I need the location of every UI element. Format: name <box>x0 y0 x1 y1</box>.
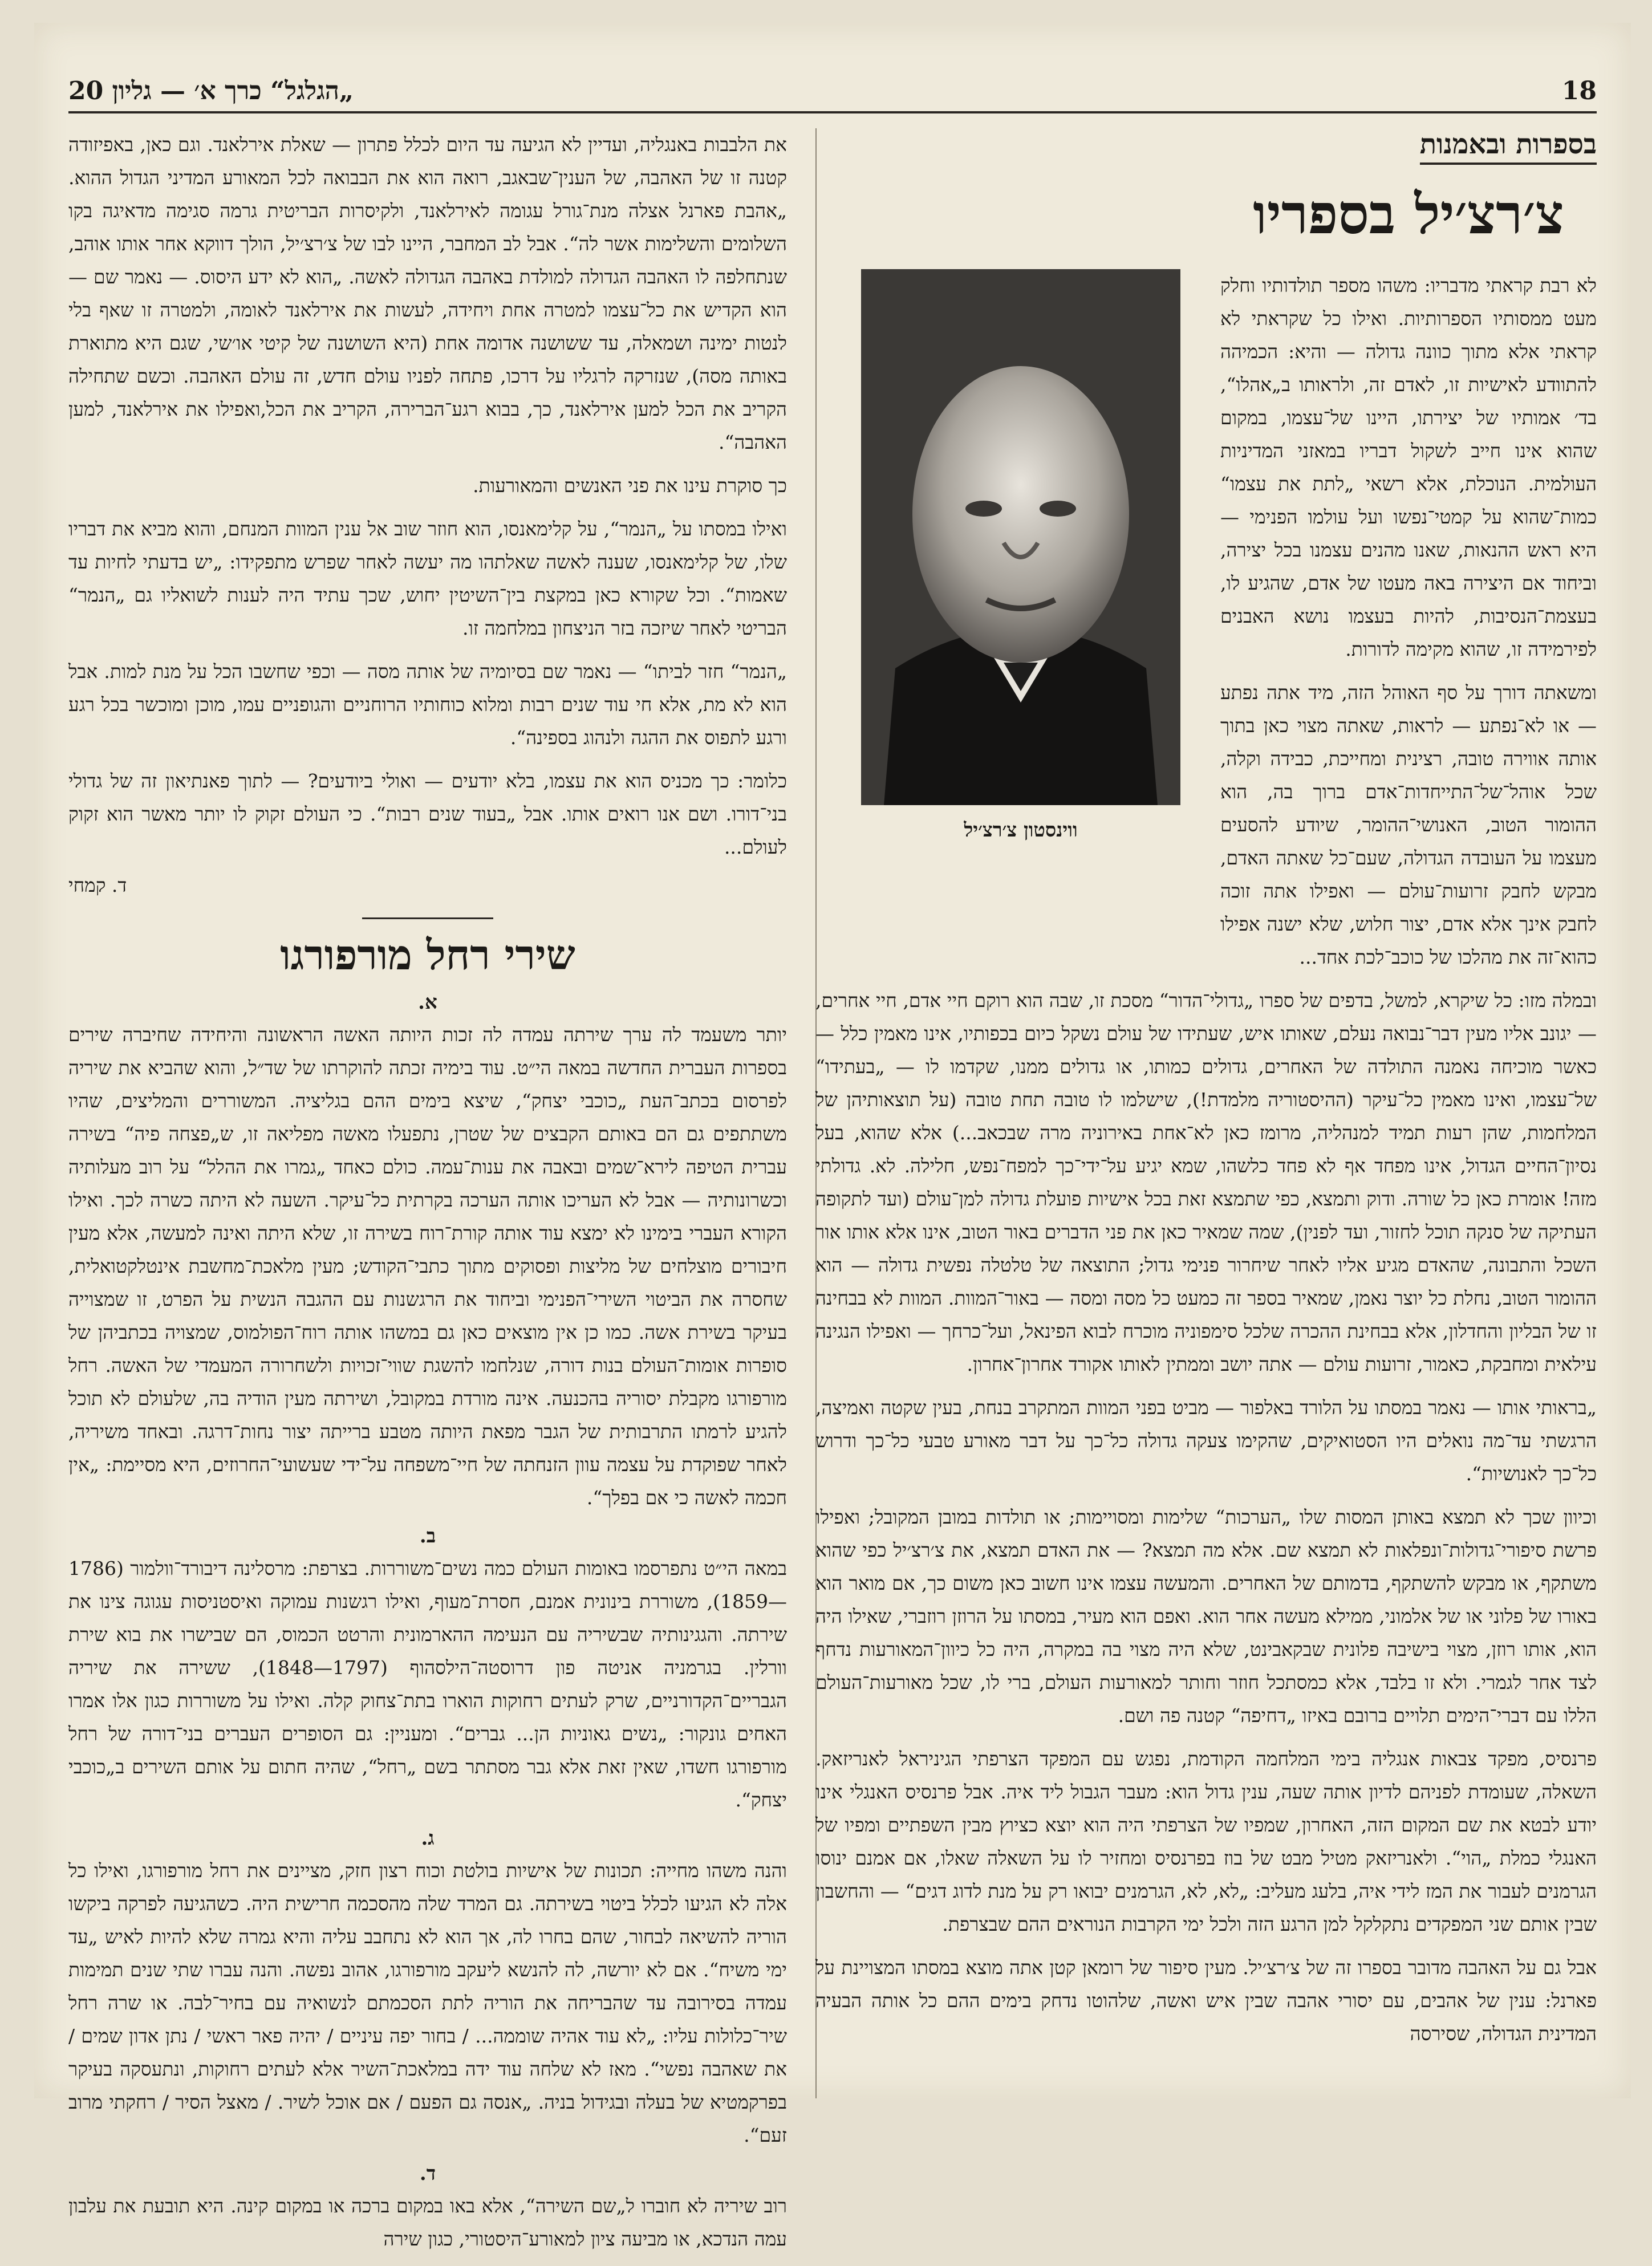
section-label: א. <box>418 991 437 1014</box>
signature-line <box>68 874 787 897</box>
intro-paragraph: לא רבת קראתי מדבריו: משהו מספר תולדותיו וחלק מעט ממסותיו הספרותיות. ואילו כל שקראתי לא קראתי אלא מתוך כוונה גדולה — והיא: הכמיהה להתוודע לאישיות זו, לאדם זה, ולראותו ב„אהלו“, בד׳ אמותיו של יצירתו, היינו של־עצמו, במקום שהוא אינו חייב לשקול דבריו במאזני המדיניות העולמית. הנוכלת, אלא רשאי „לתת את עצמו“ כמות־שהוא על קמטי־נפשו ועל עולמו הפנימי — היא ראש ההנאות, שאנו מהנים עצמנו בכל יצירה, וביחוד אם היצירה באה מעטו של אדם, שהגיע לו, בעצמת־הנסיבות, להיות בעצמו נושא האבנים לפירמידה זו, שהוא מקימה לדורות. <box>1220 274 1597 660</box>
portrait-figure <box>844 269 1198 984</box>
section-label: ב. <box>419 1525 436 1548</box>
right-column <box>815 128 1597 2061</box>
article-title: צ׳רצ׳יל בספריו <box>1253 182 1564 246</box>
continued-paragraph: „הנמר“ חזר לביתו“ — נאמר שם בסיומיה של אותה מסה — וכפי שחשבו הכל על מנת למות. אבל הוא לא מת, אלא חי עוד שנים רבות ומלוא כוחותיו הרוחניים והגופניים עמו, מוכן ומוכשר בכל רגע ורגע לתפוס את ההגה ולנהוג בספינה“. <box>68 660 787 749</box>
body-paragraph: פרנסיס, מפקד צבאות אנגליה בימי המלחמה הקודמת, נפגש עם המפקד הצרפתי הגיניראל לאנריזאק. השאלה, שעומדת לפניהם לדיון אותה שעה, ענין גדול הוא: מעבר הגבול ליד איה. אבל פרנסיס האנגלי אינו יודע לבטא את שם המקום הזה, האחרון, שמפיו של הצרפתי היה הוא יוצא כציוץ מבין השפתיים ומפיו של האנגלי כמלת „הוי“. ולאנריזאק מטיל מבט של בוז בפרנסיס ומחזיר לו על השאלה שאלו, אם אמנם ינוסו הגרמנים לעבור את המז לידי איה, בלעג מעליב: „לא, לא, הגרמנים יבואו רק על מנת לדוג דגים“ — והחשבון שבין אותם שני המפקדים נתקלקל למן הרגע הזה ולכל ימי הקרבות הנוראים ההם שבצרפת. <box>815 1748 1597 1935</box>
section-paragraph: והנה משהו מחייה: תכונות של אישיות בולטת וכוח רצון חזק, מציינים את רחל מורפורגו, ואילו כל אלה לא הגיעו לכלל ביטוי בשירתה. גם המרד שלה מהסכמה חרישית היה. כשהגיעה לפרקה ביקשו הוריה להשיאה לבחור, שהם בחרו לה, אך הוא לא נתחבב עליה והיא גמרה שלא להיות לאיש „עד ימי משיח“. אם לא יורשה, לה להנשא ליעקב מורפורגו, אהוב נפשה. והנה עברו שתי שנים תמימות עמדה בסירובה עד שהבריחה את הוריה לתת הסכמתם לנשואיה עם בחיר־לבה. או שרה רחל שיר־כלולות עליו: „לא עוד אהיה שוממה... / בחור יפה עיניים / יהיה פאר ראשי / נתן אדון שמים / את שאהבה נפשי“. מאז לא שלחה עוד ידה במלאכת־השיר אלא לעתים רחוקות, ונתעסקה בעיקר בפרקמטיא של בעלה ובגידול בניה. „אנסה גם הפעם / אם אוכל לשיר. / מאצל הסיר / רחקתי מרוב זעם“. <box>68 1859 788 2146</box>
intro-block <box>815 269 1597 984</box>
section-paragraph: רוב שיריה לא חוברו ל„שם השירה“, אלא באו במקום ברכה או במקום קינה. היא תובעת את עלבון עמה הנדכא, או מביעה ציון למאורע־היסטורי, כגון שירה <box>68 2195 787 2250</box>
section-label: ד. <box>419 2162 436 2185</box>
publication-line: „הגלגל“ כרך א׳ — גליון 20 <box>68 76 354 105</box>
section-paragraph: יותר משעמד לה ערך שירתה עמדה לה זכות היותה האשה הראשונה והיחידה שחיברה שירים בספרות העברית החדשה במאה הי״ט. עוד בימיה זכתה להוקרתו של שד״ל, והוא שהביא את שיריה לפרסום בכתב־העת „כוכבי יצחק“, שיצא בימים ההם בגליציה. המשוררים והמליצים, שהיו משתתפים גם הם באותם הקבצים של שטרן, נתפעלו מאשה מפליאה זו, ש„פצחה פיה“ בשירה עברית הטיפה לירא־שמים ובאבה את ענות־עמה. כולם כאחד „גמרו את ההלל“ על רוב מעלותיה וכשרונותיה — אבל לא העריכו אותה הערכה בקרתית כל־עיקר. השעה לא היתה כשרה לכך. ואילו הקורא העברי בימינו לא ימצא עוד אותה קורת־רוח בשירה זו, שלא היתה ואינה למעשה, אלא מעין חיבורים מוצלחים של מליצות ופסוקים מתוך כתבי־הקודש; מעין מלאכת־מחשבת אינטלקטואלית, שחסרה את הביטוי השירי־הפנימי וביחוד את הרגשנות עם ההגבה הנשית על הפרט, זו שמצוייה בעיקר בשירת אשה. כמו כן אין מוצאים כאן גם במשהו אותה רוח־הפולמוס, שמצויה בכתביהן של סופרות אומות־העולם בנות דורה, שנלחמו להשגת שווי־זכויות ולשחרורה המעמדי של האשה. רחל מורפורגו מקבלת יסוריה בהכנעה. אינה מורדת במקובל, ושירתה מעין הודיה בה, שלעולם לא תוכל להגיע לרמתו התרבותית של הגבר מפאת היותה מטבע ברייתה יצור נחות־דרגה. ובאחד משיריה, לאחר שפוקדת על עצמה עוון הזנחתה של חיי־משפחה על־ידי שעשועי־החרוזים, היא מסיימת: „אין חכמה לאשה כי אם בפלך“. <box>68 1024 787 1509</box>
page-number: 18 <box>1561 76 1597 105</box>
poems-article-title: שירי רחל מורפורגו <box>280 931 575 979</box>
body-paragraph: „בראותי אותו — נאמר במסתו על הלורד באלפור — מביט בפני המוות המתקרב בנחת, בעין שקטה ואמיצה, הרגשתי עד־מה נואלים היו הסטואיקים, שהקימו צעקה גדולה כל־כך על דבר מאורע טבעי כל־כך ודרוש כל־כך לאנושיות“. <box>815 1396 1597 1485</box>
intro-text <box>1220 269 1597 984</box>
portrait-caption: ווינסטון צ׳רצ׳יל <box>964 819 1078 842</box>
section-label: ג. <box>421 1827 435 1850</box>
section-paragraph: במאה הי״ט נתפרסמו באומות העולם כמה נשים־משוררות. בצרפת: מרסלינה דיבורד־וולמור (1786—1859), משוררת בינונית אמנם, חסרת־מעוף, ואילו רגשנות עמוקה ואיסטניסות עגוגה צינו את שירתה. והגגינותיה שבשיריה עם הנעימה ההארמונית והרטט הכמוס, הם שבישרו את בוא שירת וורלין. בגרמניה אניטה פון דרוסטה־הילסהוף (1797—1848), ששירה את שיריה הגבריים־הקדורניים, שרק לעתים רחוקות הוארו בתת־צחוק קלה. ואילו על משוררות כגון אלו אמרו האחים גונקור: „נשים גאוניות הן... גברים“. ומעניין: גם הסופרים העברים בני־דורה של רחל מורפורגו חשדו, שאין זאת אלא גבר מסתתר בשם „רחל“, שהיה חתום על אותם השירים ב„כוכבי יצחק“. <box>68 1557 788 1811</box>
continued-paragraph: את הלבבות באנגליה, ועדיין לא הגיעה עד היום לכלל פתרון — שאלת אירלאנד. וגם כאן, באפיזודה קטנה זו של האהבה, של הענין־שבאגב, רואה הוא את הבבואה לכל המאורע המדיני הגדול ההוא. „אהבת פארנל אצלה מנת־גורל עגומה לאירלאנד, ולקיסרות הבריטית גרמה סגימה מדאיגה בקו השלומים והשלימות אשר לה“. אבל לב המחבר, היינו לבו של צ׳רצ׳יל, הולך דווקא אחר אותו אוהב, שנתחלפה לו האהבה הגדולה למולדת באהבה הגדולה לאשה. „הוא לא ידע היסוס. — נאמר שם — הוא הקדיש את כל־עצמו למטרה אחת ויחידה, לעשות את אירלאנד לאומה, ולמטרה זו שאף בלי לנטות ימינה ושמאלה, עד ששושנה אדומה אחת (היא השושנה של קיטי או׳שי, שגם היא מתוארת באותה מסה), שנזרקה לרגליו על דרכו, פתחה לפניו עולם חדש, זה עולם האהבה. וכשם שתחילה הקריב את הכל למען אירלאנד, כך, בבוא רגע־הברירה, הקריב את הכל,ואפילו את אירלאנד, למען האהבה“. <box>68 133 787 453</box>
portrait-photo <box>861 269 1180 805</box>
intro-paragraph: ומשאתה דורך על סף האוהל הזה, מיד אתה נפתע — או לא־נפתע — לראות, שאתה מצוי כאן בתוך אותה אווירה טובה, רצינית ומחייכת, כבידה וקלה, שכל אוהל־של־התייחדות־אדם ברוך בה, הוא ההומור הטוב, האנושי־ההומר, שיודע להסעים מעצמו על העובדה הגדולה, שעם־כל שאתה האדם, מבקש לחבק זרועות־עולם — ואפילו אתה זוכה לחבק אינך אלא אדם, יצור חלוש, שלא ישנה אפילו כהוא־זה את מהלכו של כוכב־לכת אחד... <box>1220 681 1597 968</box>
continued-paragraph: כלומר: כך מכניס הוא את עצמו, בלא יודעים — ואולי ביודעים? — לתוך פאנתיאון זה של גדולי בני־דורו. ושם אנו רואים אותו. אבל „בעוד שנים רבות“. כי העולם זקוק לו יותר מאשר הוא זקוק לעולם... <box>68 770 787 858</box>
continued-paragraph: כך סוקרת עינו את פני האנשים והמאורעות. <box>473 474 787 497</box>
newspaper-page <box>34 23 1631 2250</box>
left-column <box>68 128 787 2266</box>
section-tag: בספרות ובאמנות <box>1420 128 1597 165</box>
page-header <box>68 48 1597 113</box>
portrait-image <box>861 269 1180 805</box>
body-paragraph: אבל גם על האהבה מדובר בספרו זה של צ׳רצ׳יל. מעין סיפור של רומאן קטן אתה מוצא במסתו המצויינת על פארנל: ענין של אהבים, עם יסורי אהבה שבין איש ואשה, שלהוטו נדחק בימים ההם כל אותה הבעיה המדינית הגדולה, שסירסה <box>815 1956 1597 2045</box>
body-paragraph: ובמלה מזו: כל שיקרא, למשל, בדפים של ספרו „גדולי־הדור“ מסכת זו, שבה הוא רוקם חיי אדם, חיי אחרים, — יגונב אליו מעין דבר־נבואה נעלם, שאותו איש, שעתידו של עולם נשקל כיום בכפותיו, אינו מאמין כלל — כאשר מוכיחה נאמנה התולדה של האחרים, גדולים כמותו, או גדולים ממנו, שקדמו לו — „בעתידו“ של־עצמו, ואינו מאמין כל־עיקר (ההיסטוריה מלמדת!), שישלמו לו טובה תחת טובה (על תוצאותיהן של המלחמות, שהן רעות תמיד למנהליה, מרומז כאן לא־אחת באירוניה מרה שבכאב...) אלא שהוא, בעל נסיון־החיים הגדול, אינו מפחד אף לא פחד כלשהו, שמא יגיע על־ידי־כך למפח־נפש, חלילה. לא. גדולתי מזה! אומרת כאן כל שורה. ודוק ותמצא, כפי שתמצא זאת בכל אישיות פועלת גדולה למן־עולם (ועד לתקופה העתיקה של סנקה תוכל לחזור, ועד לפנין), שמה שמאיר כאן את פני הדברים באור הטוב, אינו אלא אותו אור השכל והתבונה, שהאדם מגיע אליו לאחר שיחרור פנימי גדול; התוצאה של טלטלה נפשית גדולה — הוא ההומור הטוב, נחלת כל יוצר נאמן, שמאיר בספר זה כמעט כל מסה ומסה — באור־המוות. המוות לא בבחינה זו של הבליון והחדלון, אלא בבחינת ההכרה שלכל סימפוניה מוכרח לבוא הפינאל, ועל־כרחך — ואפילו הנגינה עילאית ומחבקת, כאמור, זרועות עולם — אתה יושב וממתין לאותו אקורד אחרון־אחרון. <box>815 989 1597 1375</box>
continued-paragraph: ואילו במסתו על „הנמר“, על קלימאנסו, הוא חוזר שוב אל ענין המוות המנחם, והוא מביא את דבריו שלו, של קלימאנסו, שענה לאשה שאלתהו מה יעשה לאחר שפרש מתפקידו: „יש בדעתי לחיות עד שאמות“. וכל שקורא כאן במקצת בין־השיטין יחוש, שכך עתיד היה לענות לשואליו גם „הנמר“ הבריטי לאחר שיזכה בזר הניצחון במלחמה זו. <box>68 518 787 639</box>
author-signature: ד. קמחי <box>68 874 127 896</box>
body-paragraph: וכיוון שכך לא תמצא באותן המסות שלו „הערכות“ שלימות ומסויימות; או תולדות במובן המקובל; ואפילו פרשת סיפורי־גדולות־ונפלאות לא תמצא שם. אלא מה תמצא? — את האדם תמצא, את צ׳רצ׳יל כפי שהוא משתקף, או מבקש להשתקף, בדמותם של האחרים. והמעשה עצמו אינו חשוב כאן משום כך, אם מואר הוא באורו של פלוני או של אלמוני, ממילא מעשה אחר הוא. ואפם הוא מעיר, במסתו על הרוזן רוזברי, שאילו היה הוא, אותו רוזן, מצוי בישיבה פלונית שבקאבינט, שלא היה מצוי בה במקרה, היה כל כיוון־המאורעות נדחף לצד אחר לגמרי. ולא זו בלבד, אלא כמסתכל חוזר וחותר למאורעות העולם, ברי לו, שכל מאורעות־העולם הללו עם דברי־הימים תלויים ברובם באיזו „דחיפה“ קטנה פה ושם. <box>815 1506 1597 1727</box>
article-separator <box>362 917 493 919</box>
